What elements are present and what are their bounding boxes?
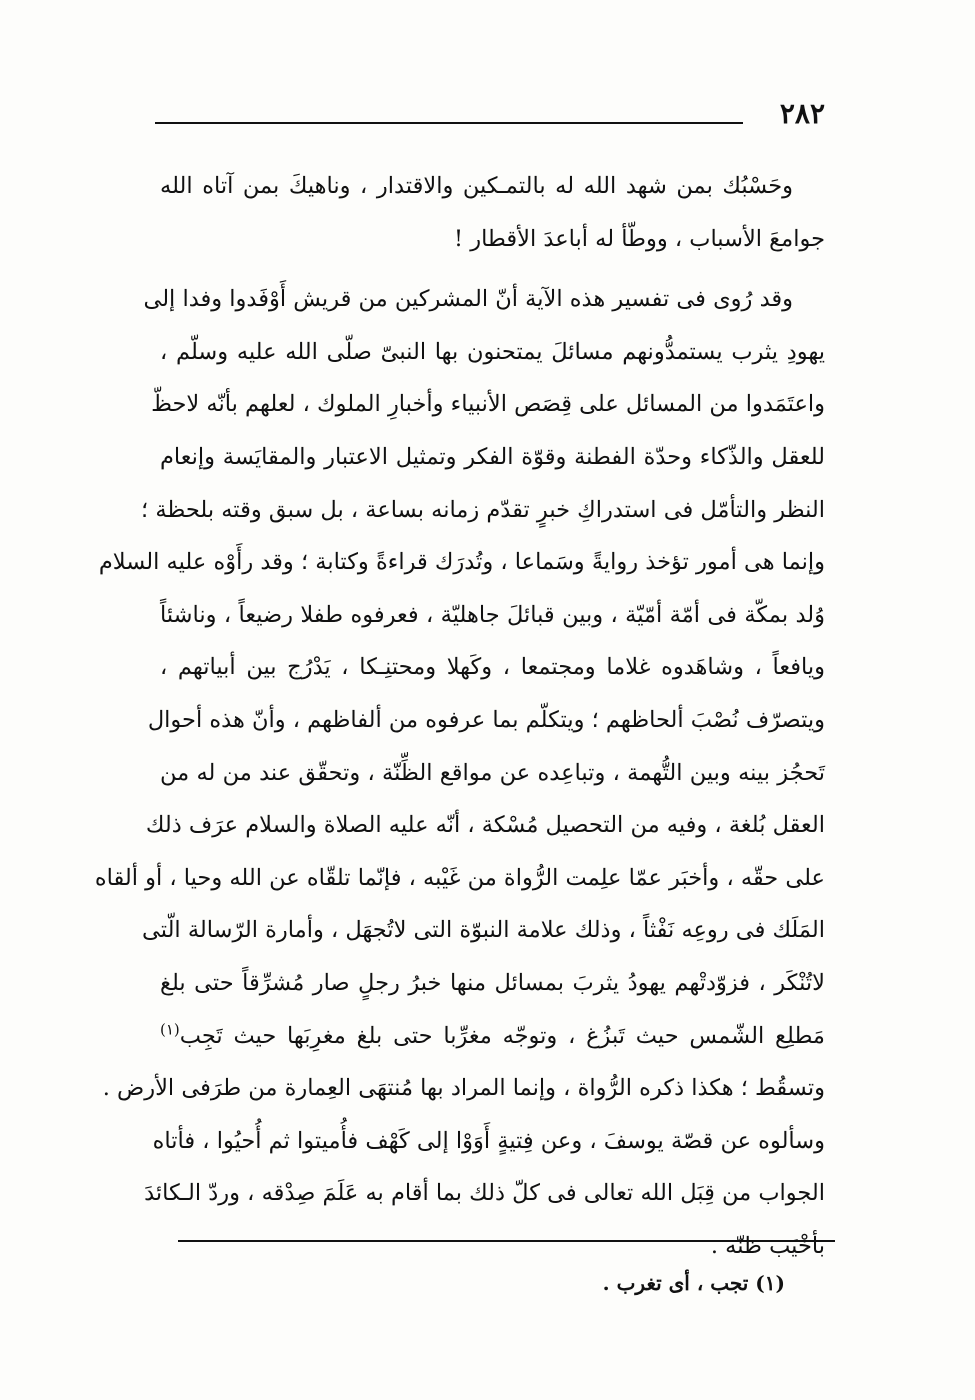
footnote-reference[interactable]: (١) xyxy=(160,1020,180,1038)
text-line-with-footnote xyxy=(160,1010,825,1063)
text-line: وإنما هى أمور تؤخذ روايةً وسَماعا ، وتُدرَك قراءةً وكتابة ؛ وقد رأَوْه عليه السلام xyxy=(98,549,825,576)
paragraph-gap xyxy=(160,265,825,273)
text-line: وقد رُوى فى تفسير هذه الآية أنّ المشركين من قريش أَوْفَدوا وفدا إلى xyxy=(143,286,793,313)
text-line: وحَسْبُك بمن شهد الله له بالتمـكين والاقتدار ، وناهيكَ بمن آتاه الله xyxy=(160,173,793,199)
page-number: ٢٨٢ xyxy=(779,97,825,130)
paragraph-2 xyxy=(94,273,825,1272)
text-line: واعتَمَدوا من المسائل على قِصَص الأنبياء وأخبارِ الملوك ، لعلهم بأنّه لاحظّ xyxy=(151,391,825,418)
text-line: ويافعاً ، وشاهَدوه غلاما ومجتمعا ، وكَهلا ومحتنِـكا ، يَدْرُج بين أبياتهم ، xyxy=(160,654,825,681)
text-line: الجواب من قِبَل الله تعالى فى كلّ ذلك بما أقام به عَلَمَ صِدْقه ، وردّ الـكائدَ xyxy=(144,1180,825,1207)
paragraph-1 xyxy=(160,160,825,265)
text-line: بأخْيَب ظنّه . xyxy=(710,1232,825,1259)
text-line: وُلد بمكّة فى أمّة أمّيّة ، وبين قبائلَ جاهليّة ، فعرفوه طفلا رضيعاً ، وناشئاً xyxy=(160,601,825,628)
text-line: العقل بُلغة ، وفيه من التحصيل مُسْكة ، أنّه عليه الصلاة والسلام عرَف ذلك xyxy=(145,812,825,839)
header-rule xyxy=(155,122,743,124)
text-line: جوامعَ الأسباب ، ووطّأ له أباعدَ الأقطار ! xyxy=(454,225,825,252)
text-line: النظر والتأمّل فى استدراكِ خبرٍ تقدّم زمانه بساعة ، بل سبق وقته بلحظة ؛ xyxy=(141,496,825,523)
text-line: للعقل والذّكاء وحدّة الفطنة وقوّة الفكر وتمثيل الاعتبار والمقايَسة وإنعام xyxy=(160,443,825,470)
text-line: المَلَك فى روعِه نَفْثاً ، وذلك علامة النبوّة التى لاتُجهَل ، وأمارة الرّسالة الّتى xyxy=(142,917,825,944)
text-line: وسألوه عن قصّة يوسفَ ، وعن فِتيةٍ أَوَوْا إلى كَهْف فأُميتوا ثم أُحيُوا ، فأتاه xyxy=(152,1127,825,1154)
text-line: وتسقُط ؛ هكذا ذكره الرُّواة ، وإنما المراد بها مُنتهَى العِمارة من طرَفى الأرض . xyxy=(102,1075,825,1102)
footnote: (١) تجب ، أى تغرب . xyxy=(602,1271,785,1295)
text-line-content: مَطلِع الشّمس حيث تَبزُغ ، وتوجّه مغرِّبا حتى بلغ مغرِبَها حيث تَجِب xyxy=(179,1022,825,1049)
footnote-rule xyxy=(178,1240,835,1242)
text-line: على حقّه ، وأخبَر عمّا علِمت الرُّواة من غَيْبه ، فإنّما تلقّاه عن الله وحيا ، أو ألقاه xyxy=(94,864,825,891)
body-text xyxy=(94,160,825,1272)
text-line: ويتصرّف نُصْبَ ألحاظهم ؛ ويتكلّم بما عرفوه من ألفاظهم ، وأنّ هذه أحوال xyxy=(147,706,825,733)
page-header xyxy=(155,96,825,136)
text-line: يهودِ يثرب يستمدُّونهم مسائلَ يمتحنون بها النبىّ صلّى الله عليه وسلّم ، xyxy=(160,338,825,365)
text-line: لاتُنْكَر ، فزوّدتْهم يهودُ يثربَ بمسائل منها خبرُ رجلٍ صار مُشرِّقاً حتى بلغ xyxy=(160,969,825,996)
text-line: تَحجُز بينه وبين التُّهمة ، وتباعِده عن مواقع الظِّنّة ، وتحقّق عند من له من xyxy=(160,759,825,786)
